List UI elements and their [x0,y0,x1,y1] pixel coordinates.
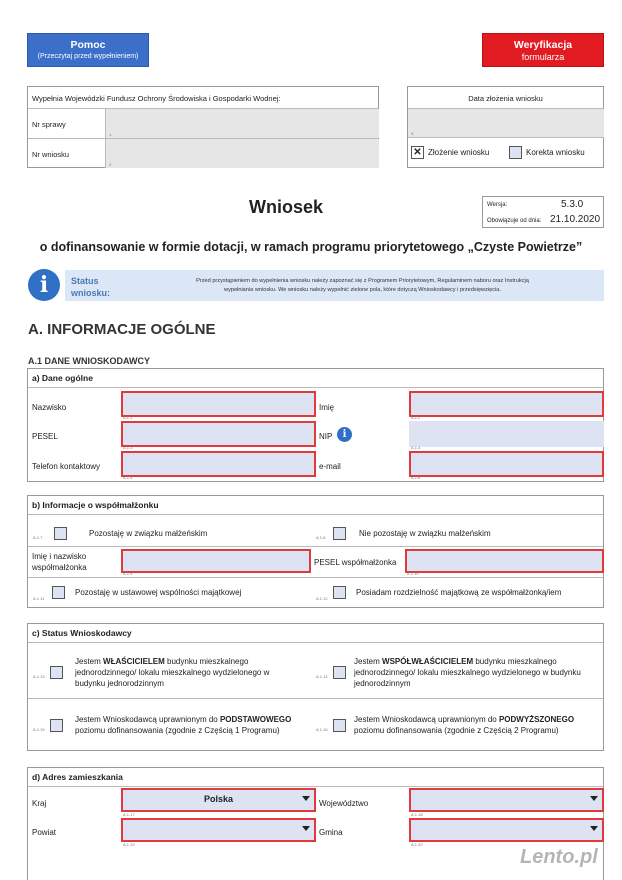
spouse-box: b) Informacje o współmałżonku A.1.7 Pozostaję w związku małżeńskim A.1.8 Nie pozostaję w związku małżeńskim Imię i nazwisko współmałżonka A.1.9 PESEL współmałżonka A.1.10 A.1.11 Pozostaję w ustawowej wspólności majątkowej A.1.12 Posiadam rozdzielność majątkową ze współmałżonką/iem [27,495,604,608]
verify-button[interactable] [482,33,604,67]
address-box: d) Adres zamieszkania Kraj Polska A.1.17 Województwo A.1.18 Powiat A.1.19 Gmina A.1.20 [27,767,604,880]
page-title: Wniosek [248,197,323,217]
status-label: Status wniosku: [71,276,111,298]
phone-label: Telefon kontaktowy [32,462,101,471]
email-input[interactable] [409,451,604,477]
nip-label: NIP [319,432,333,441]
separate-property-label: Posiadam rozdzielność majątkową ze współmałżonką/iem [356,588,562,597]
general-data-title: a) Dane ogólne [28,369,603,388]
nip-info-icon[interactable]: i [337,427,352,442]
watermark-logo: Lento.pl [520,846,598,868]
name-label: Imię [319,403,335,412]
section-a1-heading: A.1 DANE WNIOSKODAWCY [28,356,151,366]
verify-button-subtitle: formularza [521,52,565,62]
name-input[interactable] [409,391,604,417]
version-label: Wersja: [487,202,508,208]
application-number-field[interactable]: 2. [105,139,379,168]
fund-box [27,86,379,168]
help-button-title: Pomoc [70,39,106,51]
country-dropdown-icon [302,796,310,801]
county-dropdown-icon [302,826,310,831]
voivodeship-label: Województwo [319,799,369,808]
commune-select[interactable] [409,818,604,842]
basic-level-checkbox[interactable] [50,719,63,732]
voivodeship-select[interactable] [409,788,604,812]
spouse-pesel-input[interactable] [405,549,604,573]
married-label: Pozostaję w związku małżeńskim [89,529,208,538]
submission-label: Złożenie wniosku [428,148,490,157]
country-select[interactable] [121,788,316,812]
commune-dropdown-icon [590,826,598,831]
joint-property-label: Pozostaję w ustawowej wspólności majątkowej [75,588,242,597]
higher-level-checkbox[interactable] [333,719,346,732]
spouse-title: b) Informacje o współmałżonku [28,496,603,515]
correction-checkbox[interactable] [509,146,522,159]
address-title: d) Adres zamieszkania [28,768,603,787]
spouse-pesel-label: PESEL współmałżonka [314,558,397,567]
basic-level-label: Jestem Wnioskodawcą uprawnionym do PODSTAWOWEGO poziomu dofinansowania (zgodnie z Częścią 1 Programu) [75,715,292,735]
married-checkbox[interactable] [54,527,67,540]
pesel-label: PESEL [32,432,58,441]
phone-input[interactable] [121,451,316,477]
surname-input[interactable] [121,391,316,417]
date-box [407,86,604,168]
co-owner-label: Jestem WSPÓŁWŁAŚCICIELEM budynku mieszkalnego jednorodzinnego/ lokalu mieszkalnego wydzielonego w budynku jednorodzinnym [354,657,581,688]
nip-input[interactable] [409,421,604,447]
case-number-field[interactable]: 1. [105,109,379,138]
valid-from-label: Obowiązuje od dnia: [487,218,542,224]
date-label: Data złożenia wniosku [468,94,543,103]
voivodeship-dropdown-icon [590,796,598,801]
help-button-subtitle: (Przeczytaj przed wypełnieniem) [37,53,139,60]
email-label: e-mail [319,462,341,471]
county-select[interactable] [121,818,316,842]
help-button[interactable] [27,33,149,67]
joint-property-checkbox[interactable] [52,586,65,599]
higher-level-label: Jestem Wnioskodawcą uprawnionym do PODWYŻSZONEGO poziomu dofinansowania (zgodnie z Częścią 2 Programu) [354,715,575,735]
not-married-checkbox[interactable] [333,527,346,540]
info-icon: i [28,269,60,301]
commune-label: Gmina [319,828,343,837]
case-number-label: Nr sprawy [32,120,66,129]
country-label: Kraj [32,799,47,808]
owner-label: Jestem WŁAŚCICIELEM budynku mieszkalnego jednorodzinnego/ lokalu mieszkalnego wydzielonego w budynku jednorodzinnym [75,657,270,688]
general-data-box: a) Dane ogólne Nazwisko A.1.1 Imię A.1.2 PESEL A.1.3 NIP i A.1.4 Telefon kontaktowy A.1.5 e-mail A.1.6 [27,368,604,482]
page-subtitle: o dofinansowanie w formie dotacji, w ramach programu priorytetowego „Czyste Powietrze” [39,240,583,254]
version-box [482,196,604,228]
country-value: Polska [203,794,234,804]
owner-checkbox[interactable] [50,666,63,679]
version-value: 5.3.0 [561,199,584,210]
section-a-heading: A. INFORMACJE OGÓLNE [28,321,216,338]
valid-from-value: 21.10.2020 [550,214,601,225]
not-married-label: Nie pozostaję w związku małżeńskim [359,529,491,538]
county-label: Powiat [32,828,57,837]
applicant-status-box: c) Status Wnioskodawcy A.1.13 Jestem WŁAŚCICIELEM budynku mieszkalnego jednorodzinnego/ lokalu mieszkalnego wydzielonego w budynku jednorodzinnym A.1.14 Jestem WSPÓŁWŁAŚCICIELEM budynku mieszkalnego jednorodzinnego/ lokalu mieszkalnego wydzielonego w budynku jednorodzinnym A.1.15 Jestem Wnioskodawcą uprawnionym do PODSTAWOWEGO poziomu dofinansowania (zgodnie z Częścią 1 Programu) A.1.16 Jestem Wnioskodawcą uprawnionym do PODWYŻSZONEGO poziomu dofinansowania (zgodnie z Częścią 2 Programu) [27,623,604,751]
status-bar [65,270,604,301]
application-number-label: Nr wniosku [32,150,70,159]
spouse-name-input[interactable] [121,549,311,573]
fund-label: Wypełnia Wojewódzki Fundusz Ochrony Środowiska i Gospodarki Wodnej: [32,94,281,103]
pesel-input[interactable] [121,421,316,447]
submission-checkbox[interactable]: ✕ [411,146,424,159]
applicant-status-title: c) Status Wnioskodawcy [28,624,603,643]
submission-date-field[interactable]: 3. [408,108,604,138]
correction-label: Korekta wniosku [526,148,585,157]
spouse-name-label: Imię i nazwisko współmałżonka [32,552,87,572]
verify-button-title: Weryfikacja [513,39,573,51]
separate-property-checkbox[interactable] [333,586,346,599]
status-text: Przed przystąpieniem do wypełnienia wniosku należy zapoznać się z Programem Priorytetowym, Regulaminem naboru oraz Instrukcją wypełniania wniosku. We wniosku należy wypełnić zielone pola, które dotyczą Wnioskodawcy i przedsięwzięcia. [196,278,529,293]
co-owner-checkbox[interactable] [333,666,346,679]
surname-label: Nazwisko [32,403,67,412]
